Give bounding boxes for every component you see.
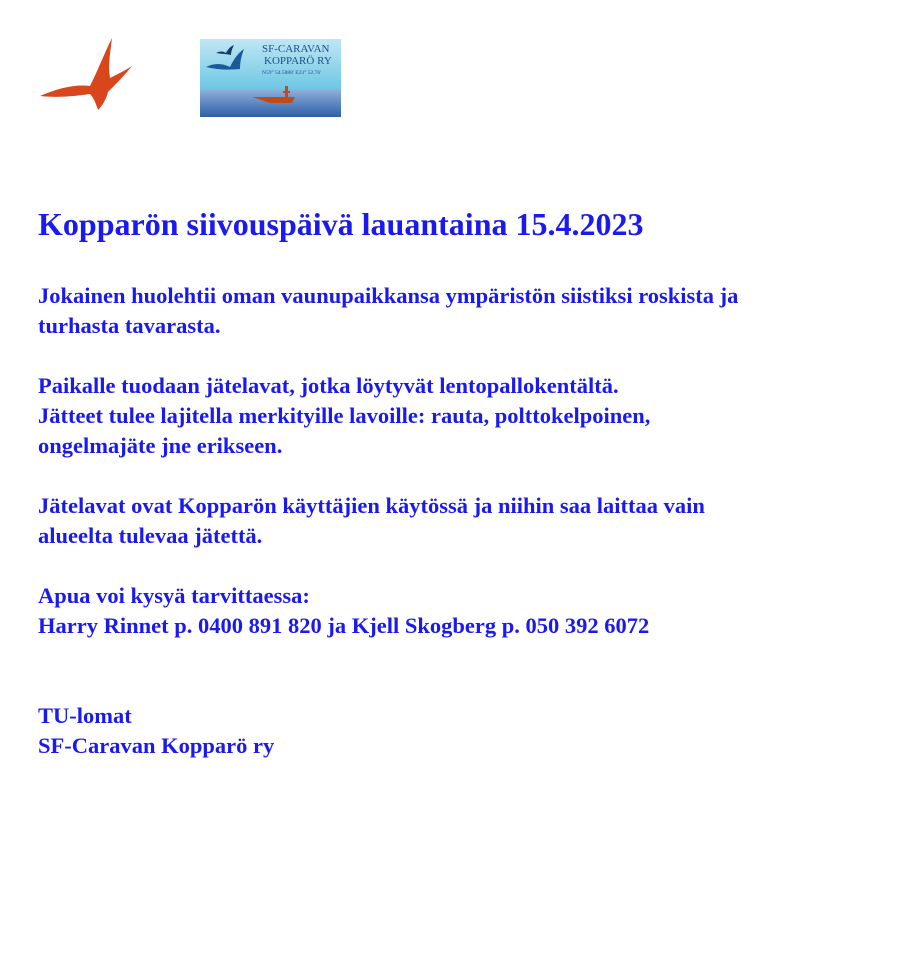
text-line: Jätteet tulee lajitella merkityille lavoille: rauta, polttokelpoinen,	[38, 403, 651, 428]
paragraph-cleanup	[38, 281, 888, 341]
signature	[38, 701, 888, 761]
text-line: ongelmajäte jne erikseen.	[38, 433, 283, 458]
club-name: SF-CARAVAN	[262, 43, 330, 55]
paragraph-contacts	[38, 581, 888, 641]
notice-title: Kopparön siivouspäivä lauantaina 15.4.2023	[38, 206, 644, 242]
notice-content	[38, 205, 888, 761]
text-line: Paikalle tuodaan jätelavat, jotka löytyvät lentopallokentältä.	[38, 373, 619, 398]
bird-icon	[38, 36, 133, 111]
text-line: alueelta tulevaa jätettä.	[38, 523, 263, 548]
bird-logo	[38, 36, 133, 111]
club-location: KOPPARÖ RY	[264, 55, 332, 67]
club-coords: N59° 54.5888' E23° 52.76'	[262, 70, 322, 76]
paragraph-waste-skips	[38, 371, 888, 461]
signature-line: SF-Caravan Kopparö ry	[38, 733, 275, 758]
paragraph-usage	[38, 491, 888, 551]
club-logo	[200, 39, 341, 117]
text-line: turhasta tavarasta.	[38, 313, 221, 338]
text-line: Jätelavat ovat Kopparön käyttäjien käytössä ja niihin saa laittaa vain	[38, 493, 705, 518]
text-line: Apua voi kysyä tarvittaessa:	[38, 583, 310, 608]
text-line: Jokainen huolehtii oman vaunupaikkansa ympäristön siistiksi roskista ja	[38, 283, 739, 308]
signature-line: TU-lomat	[38, 703, 132, 728]
contact-line: Harry Rinnet p. 0400 891 820 ja Kjell Skogberg p. 050 392 6072	[38, 613, 650, 638]
